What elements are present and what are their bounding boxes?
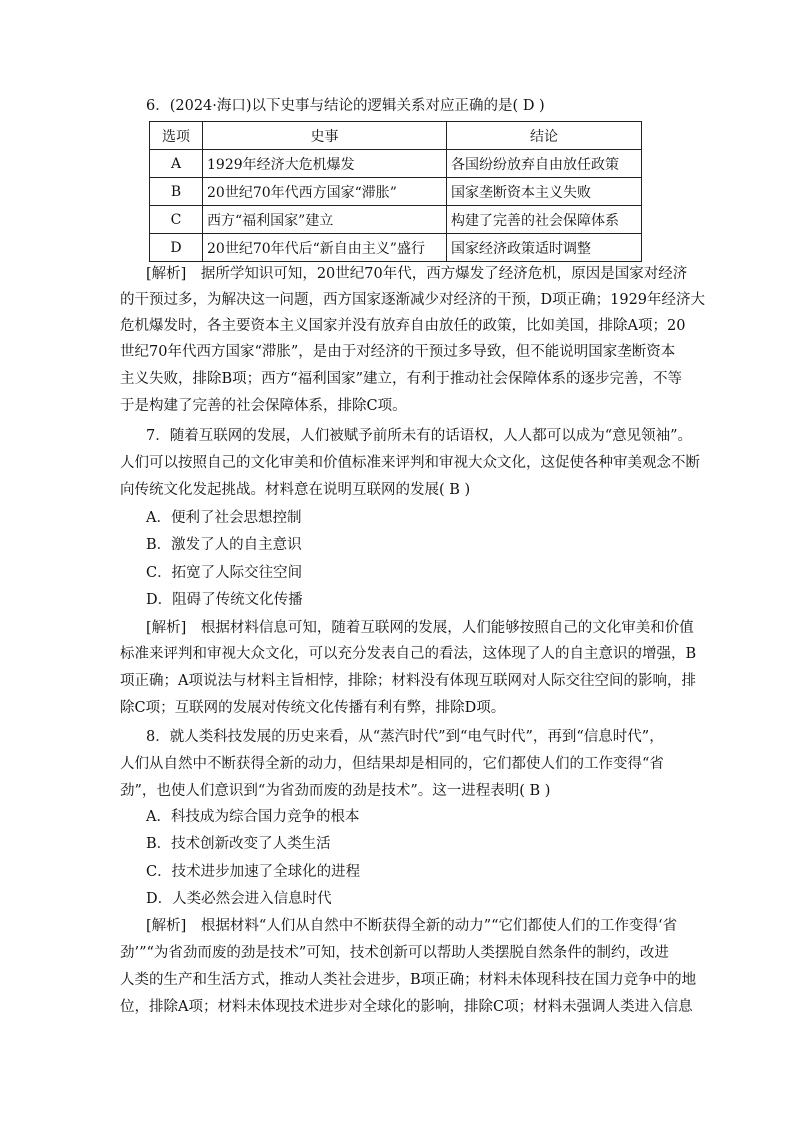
q7-analysis-line: 标准来评判和审视大众文化，可以充分发表自己的看法，这体现了人的自主意识的增强，B xyxy=(120,646,697,662)
q8-analysis-line: 位，排除A项；材料未体现技术进步对全球化的影响，排除C项；材料未强调人类进入信息 xyxy=(120,999,693,1015)
q8-option-a: A．科技成为综合国力竞争的根本 xyxy=(146,809,360,825)
table-cell: C xyxy=(150,206,203,234)
table-cell: B xyxy=(150,178,203,206)
q7-stem-line: 向传统文化发起挑战。材料意在说明互联网的发展( B ) xyxy=(120,482,471,498)
q6-stem: 6．(2024·海口)以下史事与结论的逻辑关系对应正确的是( D ) xyxy=(146,98,545,114)
q6-analysis-line: 于是构建了完善的社会保障体系，排除C项。 xyxy=(120,398,407,414)
q6-analysis-line: [解析] 据所学知识可知，20世纪70年代，西方爆发了经济危机，原因是国家对经济 xyxy=(146,266,688,282)
q7-option-a: A．便利了社会思想控制 xyxy=(146,510,302,526)
q8-option-b: B．技术创新改变了人类生活 xyxy=(146,836,331,852)
table-cell: 20世纪70年代西方国家“滞胀” xyxy=(203,178,447,206)
table-header-conclusion: 结论 xyxy=(447,122,642,150)
q8-analysis-line: [解析] 根据材料“人们从自然中不断获得全新的动力”“它们都使人们的工作变得‘省 xyxy=(146,918,678,934)
q8-stem-line: 8．就人类科技发展的历史来看，从“蒸汽时代”到“电气时代”，再到“信息时代”， xyxy=(146,729,664,745)
q8-stem-line: 劲”，也使人们意识到“为省劲而废的劲是技术”。这一进程表明( B ) xyxy=(120,783,551,799)
table-cell: A xyxy=(150,150,203,178)
table-row xyxy=(150,178,642,206)
table-row xyxy=(150,150,642,178)
q8-stem-line: 人们从自然中不断获得全新的动力，但结果却是相同的，它们都使人们的工作变得“省 xyxy=(120,756,664,772)
table-header-event: 史事 xyxy=(203,122,447,150)
table-header-row xyxy=(150,122,642,150)
q6-analysis-line: 主义失败，排除B项；西方“福利国家”建立，有利于推动社会保障体系的逐步完善，不等 xyxy=(120,371,682,387)
q8-option-d: D．人类必然会进入信息时代 xyxy=(146,891,332,907)
table-row xyxy=(150,234,642,262)
q8-option-c: C．技术进步加速了全球化的进程 xyxy=(146,864,361,880)
q7-stem-line: 7．随着互联网的发展，人们被赋予前所未有的话语权，人人都可以成为“意见领袖”。 xyxy=(146,428,693,444)
q7-option-d: D．阻碍了传统文化传播 xyxy=(146,592,303,608)
q7-option-c: C．拓宽了人际交往空间 xyxy=(146,565,303,581)
table-row xyxy=(150,206,642,234)
table-header-option: 选项 xyxy=(150,122,203,150)
table-cell: 1929年经济大危机爆发 xyxy=(203,150,447,178)
q7-analysis-line: 除C项；互联网的发展对传统文化传播有利有弊，排除D项。 xyxy=(120,700,506,716)
q6-analysis-line: 危机爆发时，各主要资本主义国家并没有放弃自由放任的政策，比如美国，排除A项；20 xyxy=(120,318,686,334)
table-cell: 国家垄断资本主义失败 xyxy=(447,178,642,206)
q7-analysis-line: [解析] 根据材料信息可知，随着互联网的发展，人们能够按照自己的文化审美和价值 xyxy=(146,620,694,636)
table-cell: 国家经济政策适时调整 xyxy=(447,234,642,262)
q7-stem-line: 人们可以按照自己的文化审美和价值标准来评判和审视大众文化，这促使各种审美观念不断 xyxy=(120,455,700,471)
table-cell: 西方“福利国家”建立 xyxy=(203,206,447,234)
table-cell: 各国纷纷放弃自由放任政策 xyxy=(447,150,642,178)
table-cell: D xyxy=(150,234,203,262)
q6-analysis-line: 世纪70年代西方国家“滞胀”，是由于对经济的干预过多导致，但不能说明国家垄断资本 xyxy=(120,344,676,360)
table-cell: 构建了完善的社会保障体系 xyxy=(447,206,642,234)
table-cell: 20世纪70年代后“新自由主义”盛行 xyxy=(203,234,447,262)
q6-table xyxy=(149,121,642,262)
q7-analysis-line: 项正确；A项说法与材料主旨相悖，排除；材料没有体现互联网对人际交往空间的影响，排 xyxy=(120,673,696,689)
q6-analysis-line: 的干预过多，为解决这一问题，西方国家逐渐减少对经济的干预，D项正确；1929年经济大 xyxy=(120,292,706,308)
q7-option-b: B．激发了人的自主意识 xyxy=(146,537,302,553)
q8-analysis-line: 人类的生产和生活方式，推动人类社会进步，B项正确；材料未体现科技在国力竞争中的地 xyxy=(120,972,697,988)
q8-analysis-line: 劲’”“为省劲而废的劲是技术”可知，技术创新可以帮助人类摆脱自然条件的制约，改进 xyxy=(120,945,669,961)
